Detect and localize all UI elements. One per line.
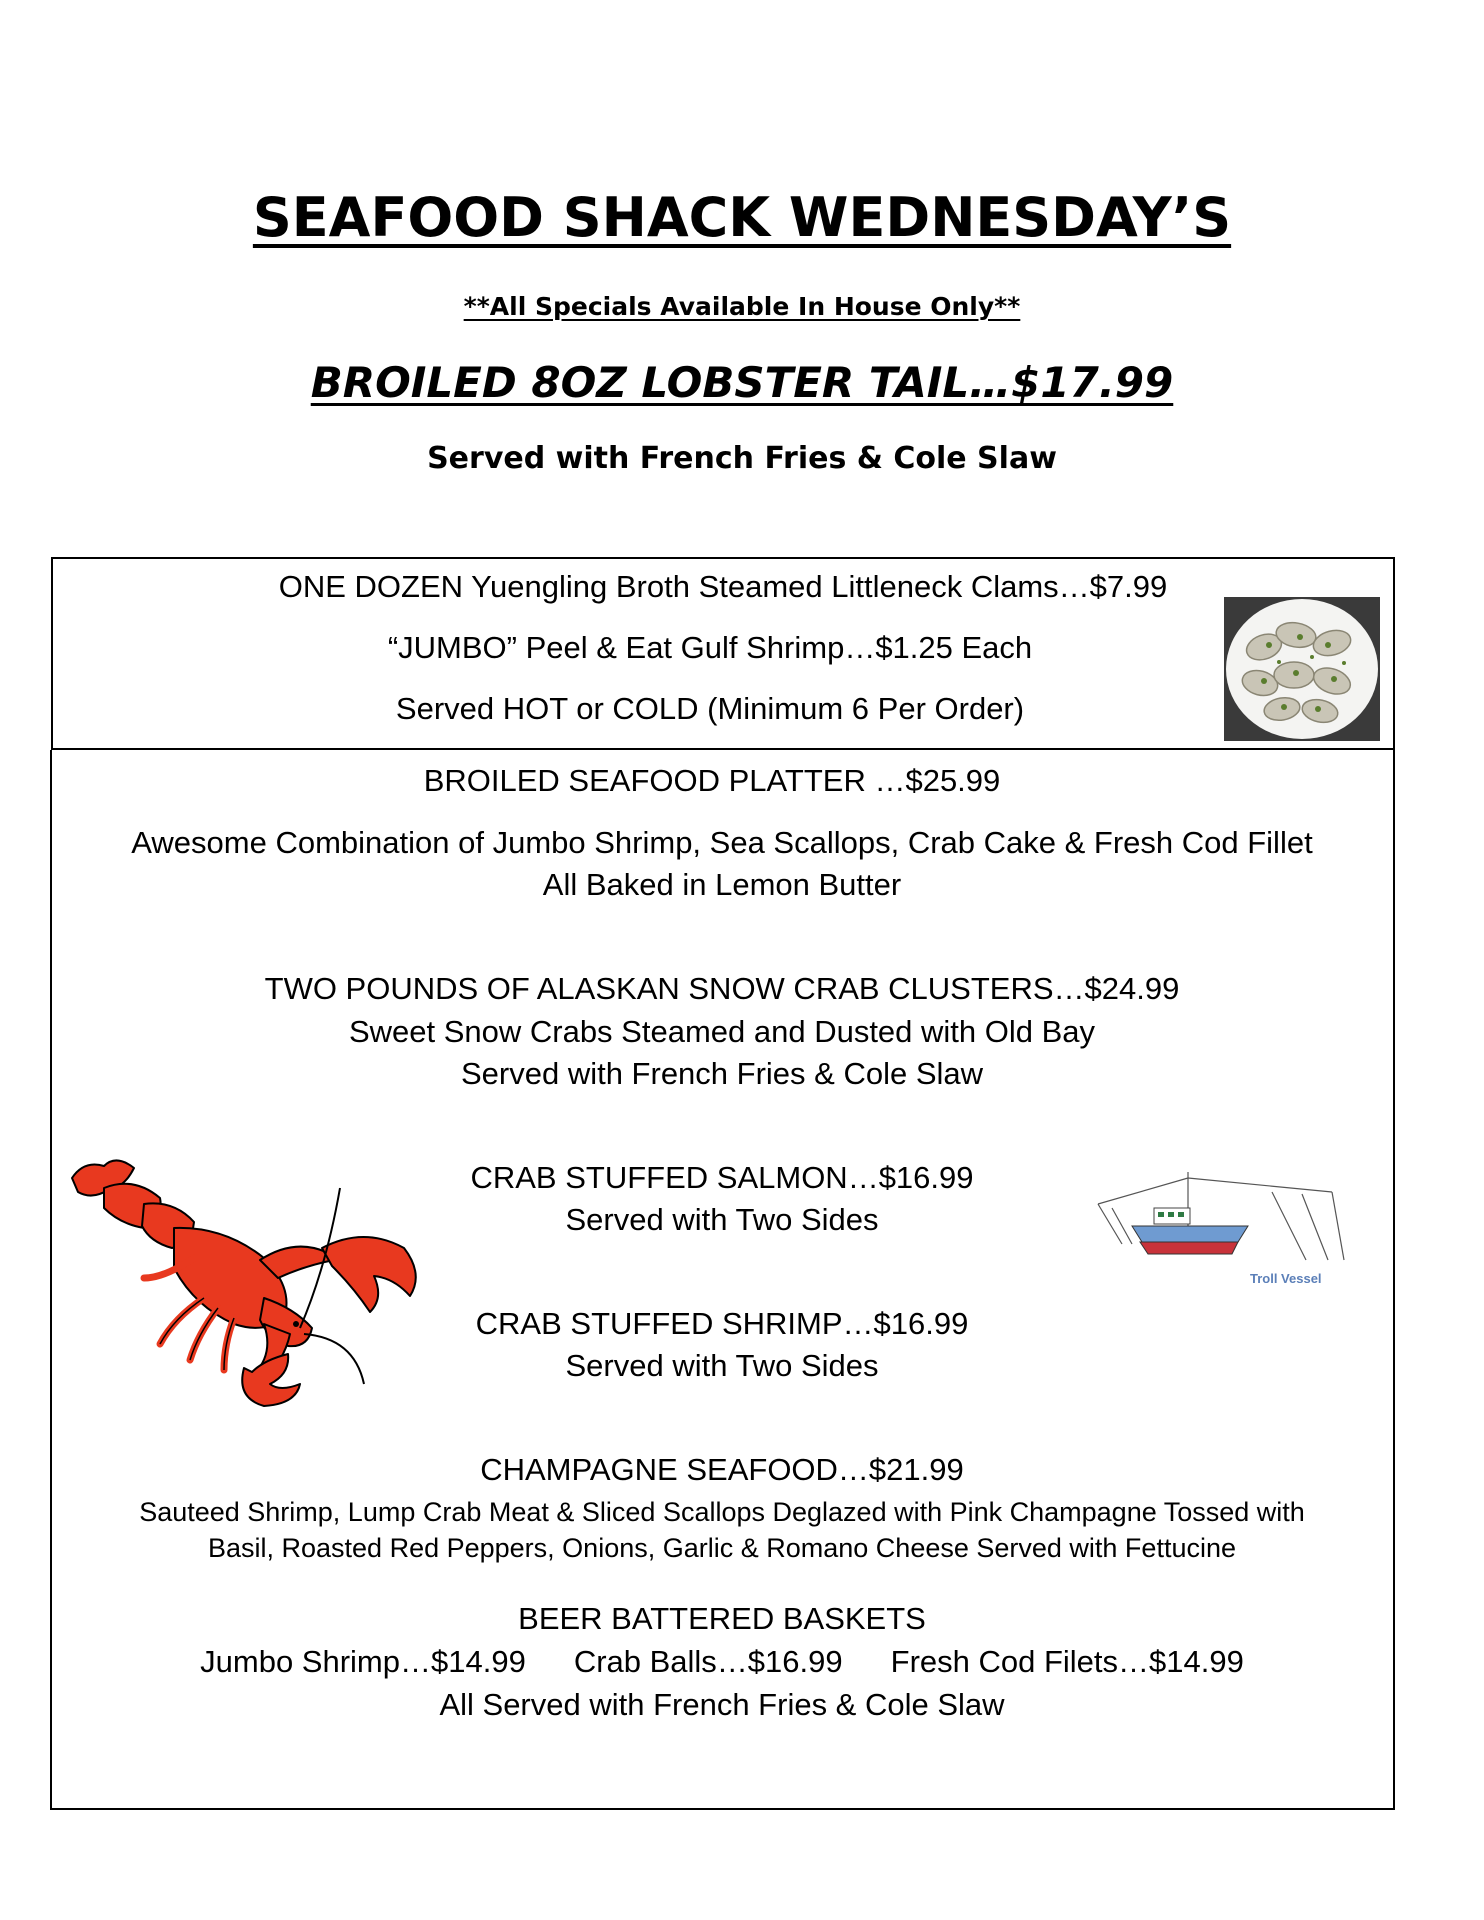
shrimp-title: CRAB STUFFED SHRIMP…$16.99 — [475, 1306, 969, 1341]
platter-desc-1: Awesome Combination of Jumbo Shrimp, Sea Scallops, Crab Cake & Fresh Cod Fillet — [131, 825, 1313, 860]
feature-sides: Served with French Fries & Cole Slaw — [427, 441, 1057, 476]
page-title: SEAFOOD SHACK WEDNESDAY’S — [252, 186, 1232, 249]
clams-photo — [1224, 597, 1380, 741]
salmon-title: CRAB STUFFED SALMON…$16.99 — [470, 1160, 974, 1195]
served-hot-cold-line: Served HOT or COLD (Minimum 6 Per Order) — [395, 691, 1025, 726]
feature-special: BROILED 8OZ LOBSTER TAIL…$17.99 — [310, 358, 1174, 407]
availability-note: **All Specials Available In House Only** — [463, 292, 1021, 321]
snowcrab-title: TWO POUNDS OF ALASKAN SNOW CRAB CLUSTERS…$24.99 — [264, 971, 1180, 1006]
lobster-illustration — [64, 1148, 434, 1410]
baskets-title: BEER BATTERED BASKETS — [518, 1601, 926, 1636]
baskets-items — [0, 1641, 1444, 1683]
salmon-desc: Served with Two Sides — [565, 1202, 879, 1237]
champagne-desc-1: Sauteed Shrimp, Lump Crab Meat & Sliced Scallops Deglazed with Pink Champagne Tossed with — [139, 1497, 1305, 1527]
platter-desc-2: All Baked in Lemon Butter — [542, 867, 902, 902]
boat-caption: Troll Vessel — [1250, 1271, 1322, 1286]
shrimp-desc: Served with Two Sides — [565, 1348, 879, 1383]
basket-item-crab-balls: Crab Balls…$16.99 — [573, 1644, 843, 1679]
shrimp-line: “JUMBO” Peel & Eat Gulf Shrimp…$1.25 Each — [387, 630, 1033, 665]
basket-item-cod: Fresh Cod Filets…$14.99 — [890, 1644, 1244, 1679]
baskets-note: All Served with French Fries & Cole Slaw — [439, 1687, 1005, 1722]
snowcrab-desc-1: Sweet Snow Crabs Steamed and Dusted with Old Bay — [348, 1014, 1096, 1049]
clams-line: ONE DOZEN Yuengling Broth Steamed Littleneck Clams…$7.99 — [278, 569, 1168, 604]
platter-title: BROILED SEAFOOD PLATTER …$25.99 — [423, 763, 1001, 798]
snowcrab-desc-2: Served with French Fries & Cole Slaw — [460, 1056, 984, 1091]
basket-item-shrimp: Jumbo Shrimp…$14.99 — [200, 1644, 526, 1679]
champagne-title: CHAMPAGNE SEAFOOD…$21.99 — [480, 1452, 964, 1487]
champagne-desc-2: Basil, Roasted Red Peppers, Onions, Garlic & Romano Cheese Served with Fettucine — [207, 1533, 1236, 1563]
troll-vessel-illustration — [1092, 1164, 1347, 1276]
